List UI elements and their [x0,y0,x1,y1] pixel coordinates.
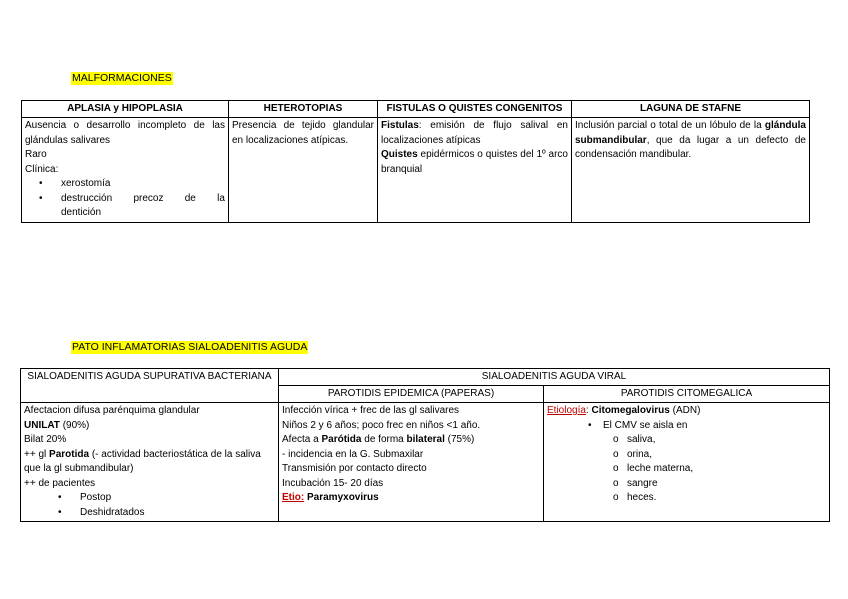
section-title-sialoadenitis: PATO INFLAMATORIAS SIALOADENITIS AGUDA [72,341,308,353]
table-header-row [22,101,810,118]
list-item: o sangre [627,477,826,492]
header-aplasia: APLASIA y HIPOPLASIA [22,101,229,118]
paperas-line: Incubación 15- 20 días [282,477,384,489]
header-stafne: LAGUNA DE STAFNE [572,101,810,118]
bact-list [24,491,275,520]
cmv-etio-label: Etiología [547,405,586,416]
cmv-rest: (ADN) [669,405,701,416]
etio-label: Etio: [282,492,305,503]
bact-line: (- actividad bacteriostática de la saliva que la gl submandibular) [24,448,261,474]
word: de [184,192,196,204]
cell-cmv [544,403,830,522]
paperas-line: Infección vírica + frec de las gl salivares [282,405,460,416]
paperas-bold: Parótida [321,434,362,445]
table-header-row [21,369,830,386]
header-fistulas: FISTULAS O QUISTES CONGENITOS [378,101,572,118]
aplasia-clinica: Clínica: [25,163,59,175]
bact-line: Afectacion difusa parénquima glandular [24,405,200,416]
aplasia-raro: Raro [25,149,47,160]
cmv-list [547,419,826,506]
stafne-text-end: , que da lugar a un defecto de condensación mandibular. [575,134,806,160]
paperas-line: - incidencia en la G. Submaxilar [282,448,424,460]
quistes-text: epidérmicos o quistes del 1º arco branquial [381,149,568,175]
header-bacteriana: SIALOADENITIS AGUDA SUPURATIVA BACTERIANA [21,369,279,403]
cell-heterotopias: Presencia de tejido glandular en localizaciones atípicas. [229,118,378,223]
cmv-bold: Citomegalovirus [591,405,670,416]
list-item: • Deshidratados [80,506,275,521]
sialoadenitis-table [20,368,830,522]
list-item: o heces. [627,491,826,506]
paperas-line: Afecta a [282,434,322,445]
fistulas-text: : emisión de flujo salival en localizaciones atípicas [381,120,568,146]
word: dentición [61,207,102,218]
cell-aplasia [22,118,229,223]
subheader-paperas: PAROTIDIS EPIDEMICA (PAPERAS) [279,386,544,403]
header-viral: SIALOADENITIS AGUDA VIRAL [279,369,830,386]
table-row [22,118,810,223]
cmv-bullet: El CMV se aisla en [603,419,688,431]
cell-bacteriana [21,403,279,522]
clinica-list [25,177,225,221]
bact-unilat: UNILAT [24,419,60,431]
cmv-sep: : [585,405,592,416]
quistes-label: Quistes [381,149,418,160]
subheader-cmv: PAROTIDIS CITOMEGALICA [544,386,830,403]
bact-line: ++ de pacientes [24,477,96,489]
list-item: o saliva, [627,433,826,448]
paperas-line: Niños 2 y 6 años; poco frec en niños <1 año. [282,419,481,431]
cmv-sublist [603,433,826,506]
cell-stafne [572,118,810,223]
bact-line: Bilat 20% [24,434,67,445]
word: la [217,192,225,204]
stafne-text: Inclusión parcial o total de un lóbulo de la [575,120,765,131]
word: • destrucción [61,192,113,204]
malformaciones-table [21,100,810,223]
list-item: o orina, [627,448,826,463]
list-item: • Postop [80,491,275,506]
paperas-bold: bilateral [406,434,445,445]
cell-fistulas [378,118,572,223]
header-heterotopias: HETEROTOPIAS [229,101,378,118]
list-item: • xerostomía [61,177,225,192]
aplasia-description: Ausencia o desarrollo incompleto de las glándulas salivares [25,120,225,146]
fistulas-label: Fistulas [381,120,419,131]
bact-parotida: Parotida [49,448,90,460]
list-item: o leche materna, [627,462,826,477]
list-item [61,192,225,221]
table-row [21,403,830,522]
paperas-line: de forma [361,434,407,445]
bact-line: ++ gl [24,448,50,460]
stafne-bold: glándula submandibular [575,120,806,146]
paperas-line: Transmisión por contacto directo [282,463,427,474]
etio-value: Paramyxovirus [304,492,379,503]
section-title-malformaciones: MALFORMACIONES [72,72,172,84]
cell-paperas [279,403,544,522]
word: precoz [133,192,164,204]
bact-line: (90%) [59,419,90,431]
paperas-line: (75%) [444,434,475,445]
list-item [603,419,826,506]
